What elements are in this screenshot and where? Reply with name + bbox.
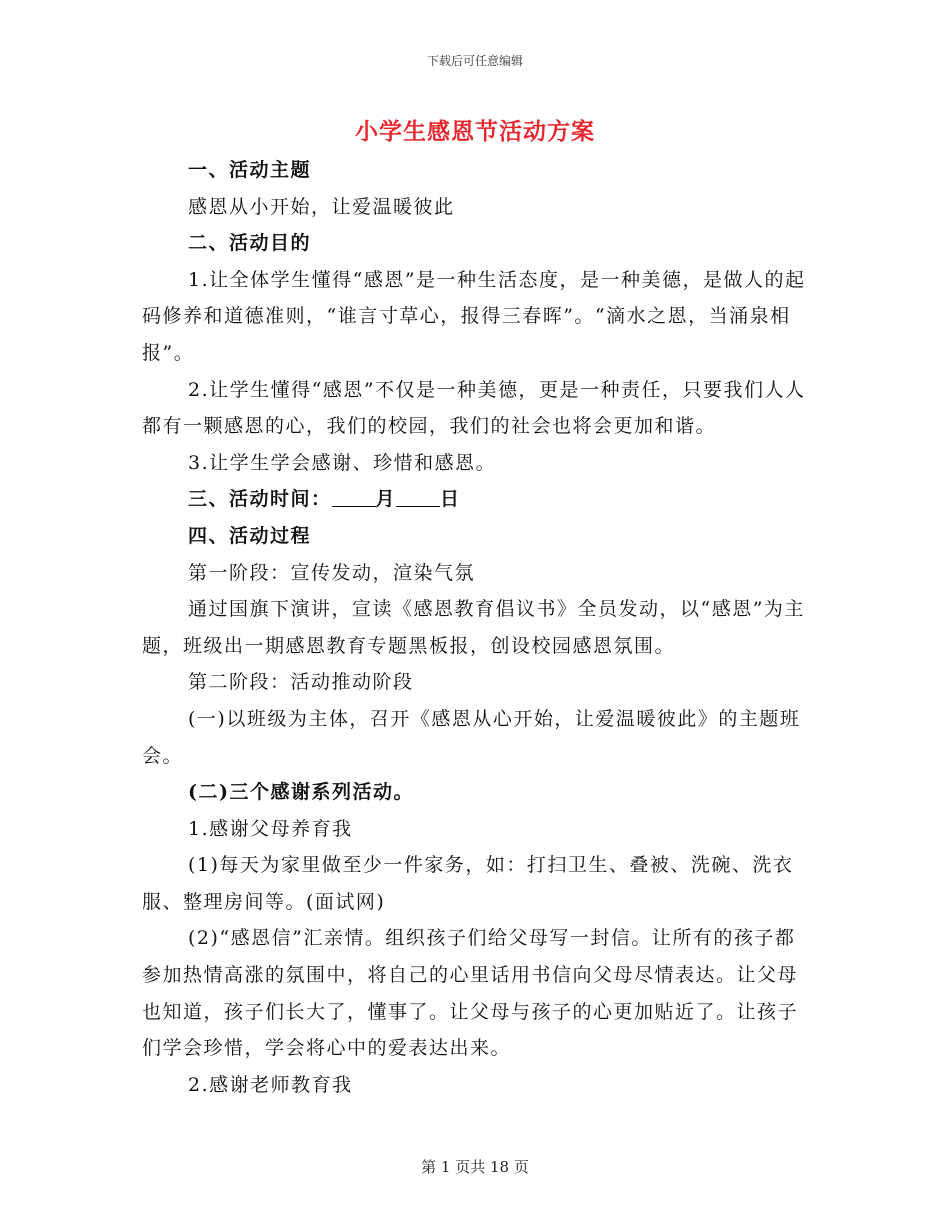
day-blank <box>396 486 440 507</box>
document-title: 小学生感恩节活动方案 <box>355 118 595 145</box>
section-2-paragraph-3: 3.让学生学会感谢、珍惜和感恩。 <box>188 451 497 474</box>
section-3-heading <box>142 481 810 518</box>
month-label: 月 <box>375 488 397 511</box>
month-blank <box>332 486 376 507</box>
stage-2-item-2: (二)三个感谢系列活动。 <box>188 781 414 804</box>
thanks-parents-title: 1.感谢父母养育我 <box>188 817 353 840</box>
section-2-paragraph-1: 1.让全体学生懂得“感恩”是一种生活态度，是一种美德，是做人的起码修养和道德准则，“谁言寸草心，报得三春晖”。“滴水之恩，当涌泉相报”。 <box>142 268 806 364</box>
stage-2-title: 第二阶段：活动推动阶段 <box>188 671 414 694</box>
day-label: 日 <box>440 488 461 511</box>
section-1-text: 感恩从小开始，让爱温暖彼此 <box>188 195 455 218</box>
stage-1-text: 通过国旗下演讲，宣读《感恩教育倡议书》全员发动，以“感恩”为主题，班级出一期感恩教育专题黑板报，创设校园感恩氛围。 <box>142 598 805 657</box>
section-2-heading: 二、活动目的 <box>188 232 312 255</box>
thanks-teachers-title: 2.感谢老师教育我 <box>188 1073 353 1096</box>
stage-2-item-1: (一)以班级为主体，召开《感恩从心开始，让爱温暖彼此》的主题班会。 <box>142 707 801 767</box>
stage-1-title: 第一阶段：宣传发动，渲染气氛 <box>188 561 476 584</box>
page-footer: 第 1 页共 18 页 <box>421 1158 529 1176</box>
thanks-parents-item-1: (1)每天为家里做至少一件家务，如：打扫卫生、叠被、洗碗、洗衣服、整理房间等。(面试网) <box>142 854 794 913</box>
section-1-heading: 一、活动主题 <box>188 159 312 181</box>
section-2-paragraph-2: 2.让学生懂得“感恩”不仅是一种美德，更是一种责任，只要我们人人都有一颗感恩的心，我们的校园，我们的社会也将会更加和谐。 <box>142 378 806 438</box>
document-body <box>142 152 810 1103</box>
page-header: 下载后可任意编辑 <box>426 54 523 68</box>
section-3-label: 三、活动时间： <box>188 488 332 511</box>
section-4-heading: 四、活动过程 <box>188 524 312 547</box>
thanks-parents-item-2: (2)“感恩信”汇亲情。组织孩子们给父母写一封信。让所有的孩子都参加热情高涨的氛围中，将自己的心里话用书信向父母尽情表达。让父母也知道，孩子们长大了，懂事了。让父母与孩子的心更加贴近了。让孩子们学会珍惜，学会将心中的爱表达出来。 <box>142 927 799 1060</box>
